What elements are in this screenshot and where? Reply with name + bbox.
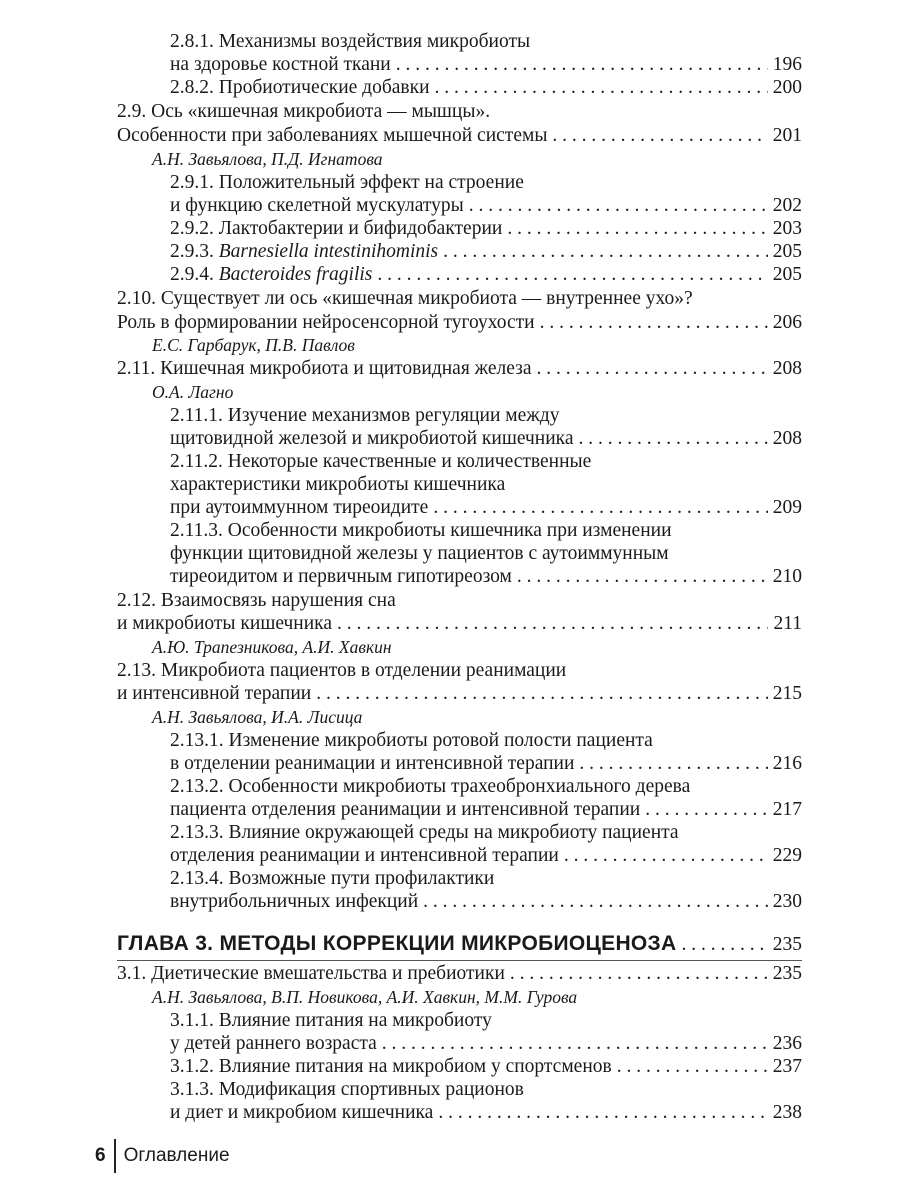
toc-entry-text: 2.13.2. Особенности микробиоты трахеобронхиального дерева	[170, 776, 691, 797]
toc-page-number: 202	[772, 195, 802, 216]
toc-entry[interactable]	[170, 496, 802, 519]
toc-page-number: 230	[772, 891, 802, 912]
toc-entry-text: Роль в формировании нейросенсорной тугоухости	[117, 312, 535, 333]
toc-entry	[170, 1009, 802, 1032]
toc-page-number: 238	[772, 1102, 802, 1123]
toc-entry	[170, 473, 802, 496]
toc-entry[interactable]	[170, 1032, 802, 1055]
toc-author	[152, 381, 802, 404]
toc-entry[interactable]	[117, 311, 802, 334]
toc-page-number: 201	[772, 125, 802, 146]
toc-entry[interactable]	[117, 682, 802, 705]
toc-entry-text: Особенности при заболеваниях мышечной системы	[117, 125, 548, 146]
toc-entry-text: функции щитовидной железы у пациентов с аутоиммунным	[170, 543, 669, 564]
toc-page-number: 210	[772, 566, 802, 587]
toc-entry	[170, 404, 802, 427]
toc-entry-text: 2.12. Взаимосвязь нарушения сна	[117, 590, 396, 611]
author-names: А.Н. Завьялова, П.Д. Игнатова	[152, 149, 383, 169]
leader-dots	[507, 217, 767, 240]
toc-entry-text: отделения реанимации и интенсивной терапии	[170, 845, 559, 866]
toc-entry-text: 3.1.1. Влияние питания на микробиоту	[170, 1010, 492, 1031]
toc-entry	[170, 1078, 802, 1101]
author-names: Е.С. Гарбарук, П.В. Павлов	[152, 335, 355, 355]
toc-entry-text: тиреоидитом и первичным гипотиреозом	[170, 566, 512, 587]
toc-entry-text: 2.11.2. Некоторые качественные и количественные	[170, 451, 592, 472]
toc-entry	[117, 589, 802, 612]
toc-entry[interactable]	[170, 565, 802, 588]
toc-entry-text: и интенсивной терапии	[117, 683, 312, 704]
toc-author	[152, 636, 802, 659]
toc-entry[interactable]	[170, 752, 802, 775]
leader-dots	[540, 311, 768, 334]
leader-dots	[396, 53, 768, 76]
toc-author	[152, 986, 802, 1009]
toc-entry	[170, 30, 802, 53]
leader-dots	[316, 682, 768, 705]
toc-page-number: 196	[772, 54, 802, 75]
footer-page-number: 6	[95, 1145, 106, 1166]
leader-dots	[433, 496, 767, 519]
toc-page-number: 235	[772, 934, 802, 955]
toc-entry	[170, 867, 802, 890]
toc-entry-text: 2.13. Микробиота пациентов в отделении реанимации	[117, 660, 567, 681]
author-names: О.А. Лагно	[152, 382, 234, 402]
toc-entry	[170, 519, 802, 542]
toc-entry-text: 2.11.3. Особенности микробиоты кишечника при изменении	[170, 520, 672, 541]
toc-entry-text: 2.13.1. Изменение микробиоты ротовой полости пациента	[170, 730, 653, 751]
toc-page-number: 217	[772, 799, 802, 820]
toc-entry-text: пациента отделения реанимации и интенсивной терапии	[170, 799, 641, 820]
toc-entry-text: при аутоиммунном тиреоидите	[170, 497, 429, 518]
toc-entry[interactable]	[117, 124, 802, 147]
toc-page-number: 229	[772, 845, 802, 866]
toc-author	[152, 148, 802, 171]
toc-page-number: 237	[772, 1056, 802, 1077]
toc-entry	[117, 287, 802, 310]
footer-divider	[114, 1139, 116, 1173]
toc-chapter-entry[interactable]	[117, 931, 802, 957]
toc-entry	[170, 775, 802, 798]
leader-dots	[510, 962, 768, 985]
toc-entry[interactable]	[170, 217, 802, 240]
toc-entry-text: 2.8.2. Пробиотические добавки	[170, 77, 430, 98]
toc-page-number: 235	[772, 963, 802, 984]
toc-entry-text: 3.1.2. Влияние питания на микробиом у спортсменов	[170, 1056, 612, 1077]
toc-page-number: 205	[772, 264, 802, 285]
toc-entry	[170, 729, 802, 752]
toc-entry-text: характеристики микробиоты кишечника	[170, 474, 506, 495]
toc-page-number: 206	[772, 312, 802, 333]
toc-page-number: 200	[772, 77, 802, 98]
leader-dots	[579, 427, 768, 450]
toc-page-number: 211	[773, 613, 802, 634]
leader-dots	[537, 357, 768, 380]
leader-dots	[337, 612, 768, 635]
toc-entry-text: 2.8.1. Механизмы воздействия микробиоты	[170, 31, 531, 52]
toc-entry-text: 2.11.1. Изучение механизмов регуляции между	[170, 405, 560, 426]
toc-entry[interactable]	[170, 798, 802, 821]
toc-page-number: 208	[772, 358, 802, 379]
leader-dots	[552, 124, 767, 147]
leader-dots	[438, 1101, 767, 1124]
toc-entry-text: на здоровье костной ткани	[170, 54, 391, 75]
toc-entry-text: в отделении реанимации и интенсивной терапии	[170, 753, 575, 774]
leader-dots	[681, 932, 767, 958]
toc-page-number: 208	[772, 428, 802, 449]
leader-dots	[377, 263, 767, 286]
toc-entry[interactable]	[170, 890, 802, 913]
toc-entry-text: 3.1.3. Модификация спортивных рационов	[170, 1079, 524, 1100]
toc-entry-text: 2.11. Кишечная микробиота и щитовидная железа	[117, 358, 532, 379]
toc-entry[interactable]	[117, 357, 802, 380]
author-names: А.Н. Завьялова, В.П. Новикова, А.И. Хавкин, М.М. Гурова	[152, 987, 578, 1007]
toc-page-number: 205	[772, 241, 802, 262]
toc-entry[interactable]	[170, 1055, 802, 1078]
toc-entry[interactable]	[170, 76, 802, 99]
leader-dots	[423, 890, 768, 913]
leader-dots	[617, 1055, 768, 1078]
toc-entry-text: 2.13.3. Влияние окружающей среды на микробиоту пациента	[170, 822, 679, 843]
toc-author	[152, 334, 802, 357]
toc-page-number: 236	[772, 1033, 802, 1054]
leader-dots	[579, 752, 767, 775]
toc-entry[interactable]	[117, 962, 802, 985]
toc-entry-text: у детей раннего возраста	[170, 1033, 377, 1054]
leader-dots	[564, 844, 768, 867]
footer-section-title: Оглавление	[123, 1145, 230, 1166]
toc-entry-text: 2.13.4. Возможные пути профилактики	[170, 868, 495, 889]
toc-entry-text-italic: 2.9.3. Barnesiella intestinihominis	[170, 241, 439, 262]
leader-dots	[443, 240, 768, 263]
toc-page-number: 209	[772, 497, 802, 518]
toc-page-number: 203	[772, 218, 802, 239]
toc-entry-text: 3.1. Диетические вмешательства и пребиотики	[117, 963, 505, 984]
toc-entry	[170, 450, 802, 473]
toc-entry-text: щитовидной железой и микробиотой кишечника	[170, 428, 574, 449]
chapter-divider	[117, 960, 802, 961]
toc-entry[interactable]	[170, 194, 802, 217]
toc-entry-text: и функцию скелетной мускулатуры	[170, 195, 464, 216]
toc-page-number: 215	[772, 683, 802, 704]
toc-entry-text: внутрибольничных инфекций	[170, 891, 419, 912]
toc-entry-text: 2.9.2. Лактобактерии и бифидобактерии	[170, 218, 503, 239]
leader-dots	[469, 194, 768, 217]
toc-entry[interactable]	[170, 263, 802, 286]
toc-entry-text: 2.9. Ось «кишечная микробиота — мышцы».	[117, 101, 491, 122]
leader-dots	[517, 565, 768, 588]
toc-entry-text: и микробиоты кишечника	[117, 613, 333, 634]
toc-author	[152, 706, 802, 729]
toc-entry[interactable]	[170, 427, 802, 450]
chapter-title: ГЛАВА 3. МЕТОДЫ КОРРЕКЦИИ МИКРОБИОЦЕНОЗА	[117, 932, 677, 955]
toc-entry[interactable]	[170, 844, 802, 867]
toc-entry	[170, 821, 802, 844]
toc-entry	[170, 171, 802, 194]
toc-entry	[117, 100, 802, 123]
author-names: А.Ю. Трапезникова, А.И. Хавкин	[152, 637, 392, 657]
toc-entry-text: и диет и микробиом кишечника	[170, 1102, 434, 1123]
leader-dots	[435, 76, 768, 99]
toc-entry[interactable]	[170, 53, 802, 76]
page-footer	[95, 1138, 230, 1174]
author-names: А.Н. Завьялова, И.А. Лисица	[152, 707, 363, 727]
toc-entry	[170, 542, 802, 565]
toc-entry[interactable]	[170, 240, 802, 263]
toc-entry[interactable]	[170, 1101, 802, 1124]
toc-entry[interactable]	[117, 612, 802, 635]
toc-page-number: 216	[772, 753, 802, 774]
toc-entry	[117, 659, 802, 682]
toc-entry-text: 2.10. Существует ли ось «кишечная микробиота — внутреннее ухо»?	[117, 288, 693, 309]
leader-dots	[645, 798, 768, 821]
leader-dots	[382, 1032, 768, 1055]
toc-entry-text-italic: 2.9.4. Bacteroides fragilis	[170, 264, 373, 285]
toc-entry-text: 2.9.1. Положительный эффект на строение	[170, 172, 524, 193]
